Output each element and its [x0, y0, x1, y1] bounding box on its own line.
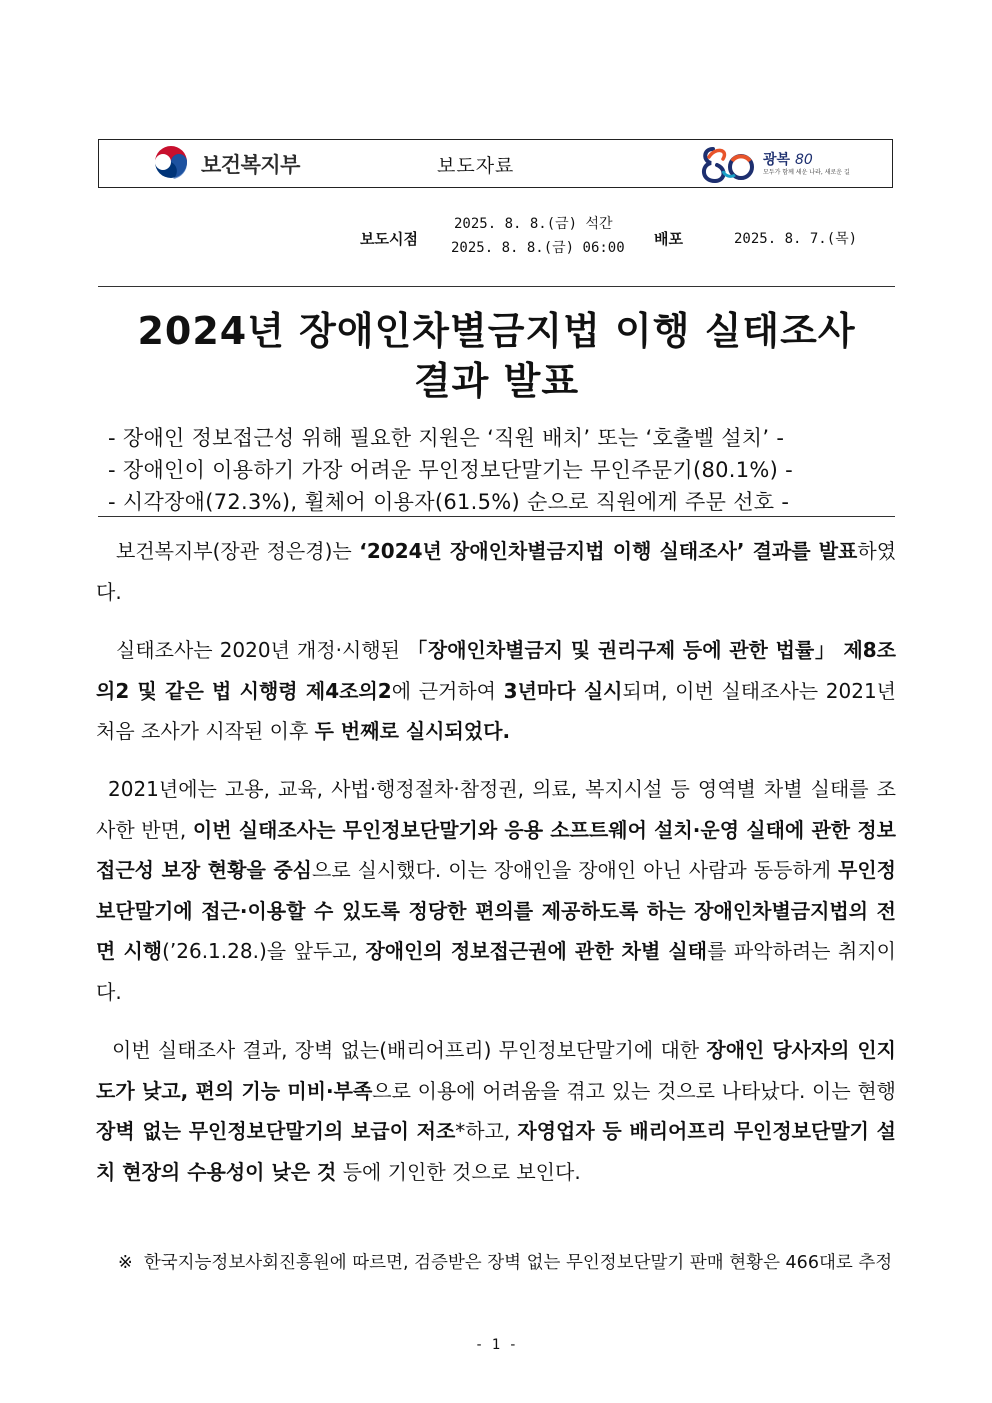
- footnote-text: 한국지능정보사회진흥원에 따르면, 검증받은 장벽 없는 무인정보단말기 판매 현황은 466대로 추정: [143, 1253, 893, 1273]
- paragraph-1: 보건복지부(장관 정은경)는 ‘2024년 장애인차별금지법 이행 실태조사’ 결과를 발표하였다.: [96, 539, 897, 604]
- embargo-label: 보도시점: [360, 230, 418, 248]
- ministry-logo: [151, 144, 300, 184]
- divider-top: [98, 286, 895, 287]
- release-date: 2025. 8. 7.(목): [734, 231, 858, 247]
- headline-line-1: 2024년 장애인차별금지법 이행 실태조사: [137, 309, 856, 353]
- paragraph-4: 이번 실태조사 결과, 장벽 없는(배리어프리) 무인정보단말기에 대한 장애인 당사자의 인지도가 낮고, 편의 기능 미비·부족으로 이용에 어려움을 겪고 있는 것으로 나타났다. 이는 현행 장벽 없는 무인정보단말기의 보급이 저조*하고, 자영업자 등 배리어프리 무인정보단말기 설치 현장의 수용성이 낮은 것 등에 기인한 것으로 보인다.: [96, 1038, 896, 1184]
- release-label: 배포: [654, 230, 683, 248]
- document-type: 보도자료: [437, 155, 515, 177]
- liberation-80-emblem-icon: [699, 143, 757, 185]
- header-box: [98, 139, 893, 188]
- footnote-mark: ※: [118, 1253, 133, 1273]
- headline-line-2: 결과 발표: [413, 359, 580, 403]
- government-emblem-icon: [151, 144, 191, 184]
- embargo-time: [451, 212, 625, 260]
- anniversary-label: 광복 80: [763, 151, 813, 168]
- ministry-name: 보건복지부: [201, 153, 300, 177]
- footnote: [118, 1248, 898, 1279]
- embargo-line-2: 2025. 8. 8.(금) 06:00: [451, 240, 625, 256]
- subheadlines: [108, 422, 898, 518]
- divider-bottom: [98, 516, 895, 517]
- page-number: - 1 -: [474, 1337, 518, 1353]
- anniversary-logo: [699, 143, 850, 185]
- paragraph-3: 2021년에는 고용, 교육, 사법·행정절차·참정권, 의료, 복지시설 등 영역별 차별 실태를 조사한 반면, 이번 실태조사는 무인정보단말기와 응용 소프트웨어 설치·운영 실태에 관한 정보접근성 보장 현황을 중심으로 실시했다. 이는 장애인을 장애인 아닌 사람과 동등하게 무인정보단말기에 접근·이용할 수 있도록 정당한 편의를 제공하도록 하는 장애인차별금지법의 전면 시행(’26.1.28.)을 앞두고, 장애인의 정보접근권에 관한 차별 실태를 파악하려는 취지이다.: [96, 777, 896, 1004]
- embargo-line-1: 2025. 8. 8.(금) 석간: [454, 216, 613, 232]
- anniversary-slogan: 모두가 함께 세운 나라, 새로운 길: [763, 168, 850, 176]
- paragraph-2: 실태조사는 2020년 개정·시행된 「장애인차별금지 및 권리구제 등에 관한 법률」 제8조의2 및 같은 법 시행령 제4조의2에 근거하여 3년마다 실시되며, 이번 실태조사는 2021년 처음 조사가 시작된 이후 두 번째로 실시되었다.: [96, 638, 897, 743]
- subheadline-1: - 장애인 정보접근성 위해 필요한 지원은 ‘직원 배치’ 또는 ‘호출벨 설치’ -: [108, 426, 785, 450]
- subheadline-2: - 장애인이 이용하기 가장 어려운 무인정보단말기는 무인주문기(80.1%) -: [108, 458, 794, 482]
- subheadline-3: - 시각장애(72.3%), 휠체어 이용자(61.5%) 순으로 직원에게 주문 선호 -: [108, 490, 790, 514]
